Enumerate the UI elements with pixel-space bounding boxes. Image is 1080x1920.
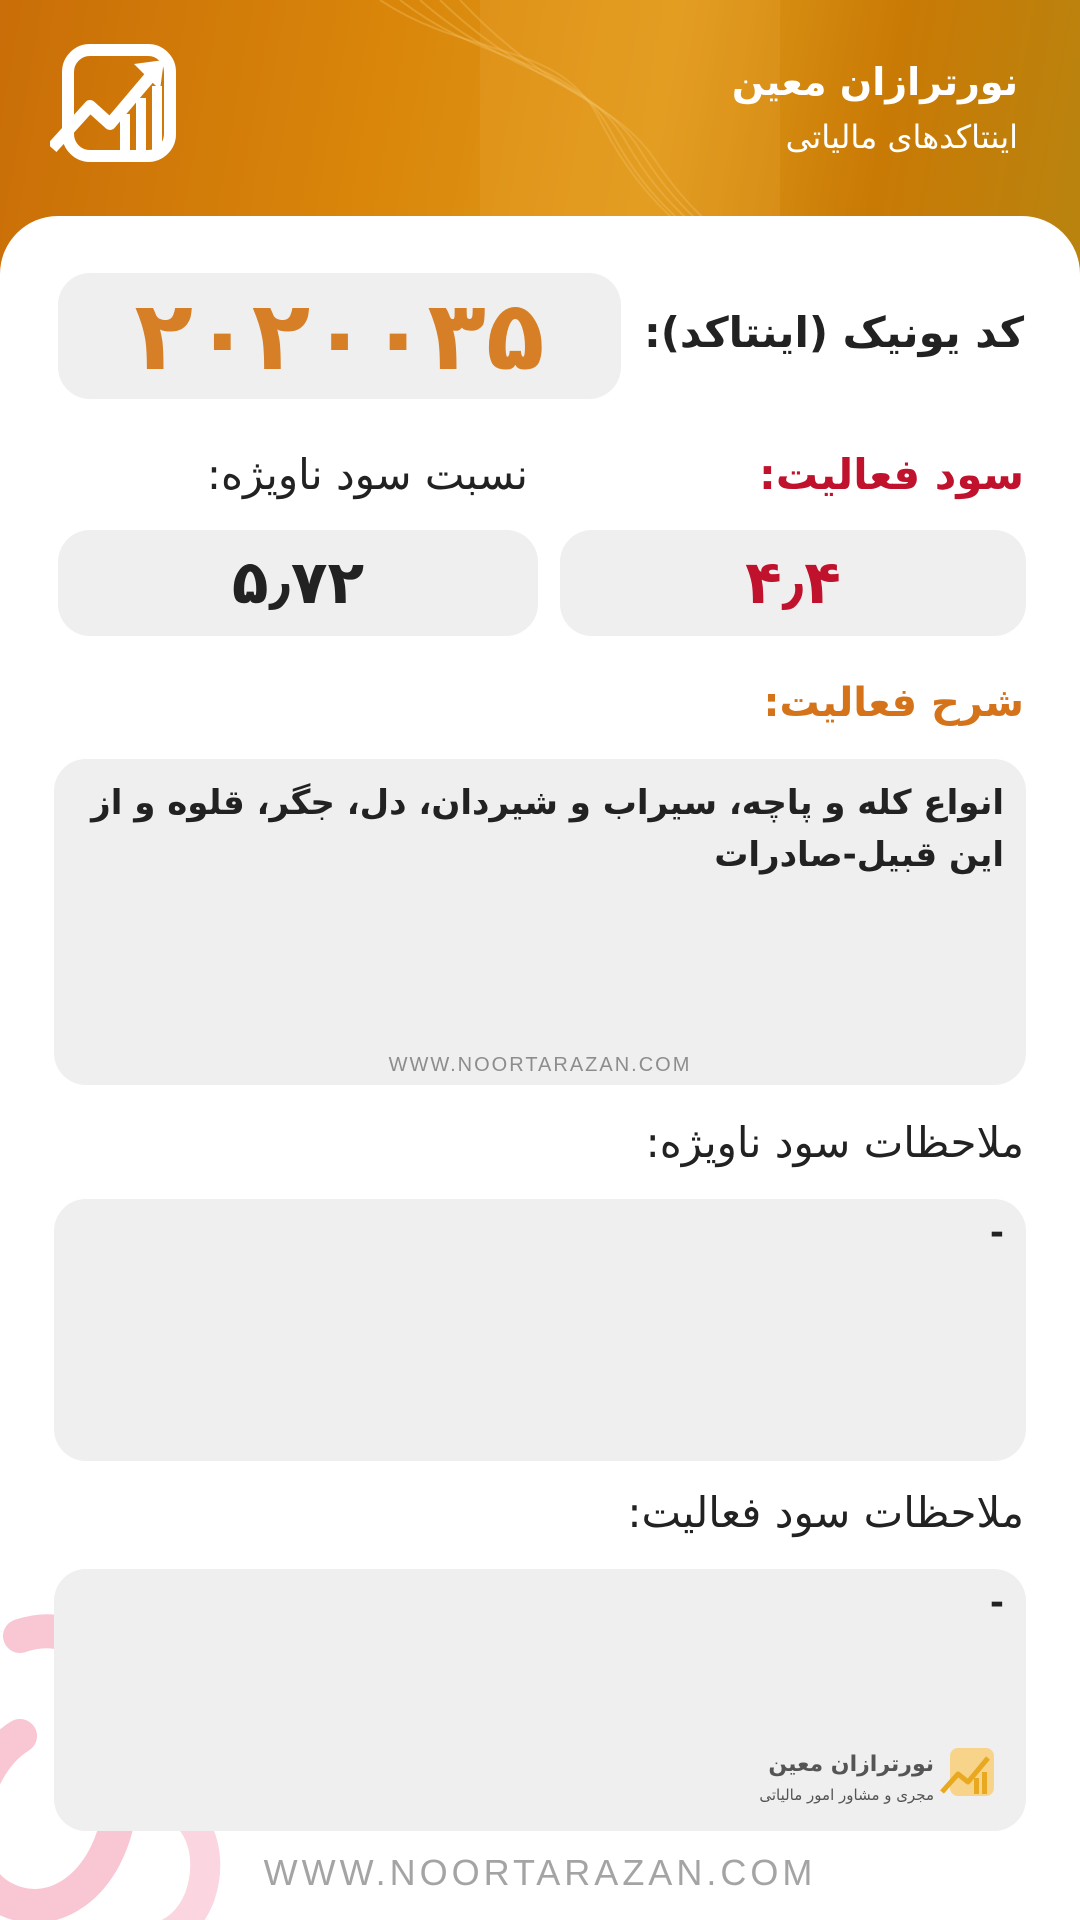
growth-chart-mini-icon	[940, 1744, 998, 1800]
net-profit-ratio-value: ۵٫۷۲	[231, 548, 365, 618]
description-box	[54, 759, 1026, 1085]
net-profit-notes-value: -	[989, 1213, 1004, 1253]
brand-title: نورترازان معین	[731, 60, 1018, 104]
brand-subtitle: اینتاکدهای مالیاتی	[785, 118, 1018, 156]
activity-profit-box	[560, 530, 1026, 636]
description-label: شرح فعالیت:	[763, 680, 1024, 726]
net-profit-ratio-box	[58, 530, 538, 636]
activity-profit-notes-label: ملاحظات سود فعالیت:	[627, 1488, 1024, 1537]
description-text: انواع کله و پاچه، سیراب و شیردان، دل، جگر، قلوه و از این قبیل-صادرات	[91, 783, 1004, 875]
activity-profit-notes-value: -	[989, 1583, 1004, 1623]
growth-chart-logo-icon	[50, 42, 178, 166]
net-profit-notes-box	[54, 1199, 1026, 1461]
activity-profit-value: ۴٫۴	[745, 548, 841, 618]
footer-website-url[interactable]: WWW.NOORTARAZAN.COM	[263, 1852, 817, 1893]
net-profit-ratio-label: نسبت سود ناویژه:	[206, 450, 528, 499]
code-box	[58, 273, 621, 399]
code-label: کد یونیک (اینتاکد):	[643, 308, 1024, 357]
mini-brand-subtitle: مجری و مشاور امور مالیاتی	[759, 1786, 934, 1804]
activity-profit-label: سود فعالیت:	[759, 450, 1024, 499]
mini-brand-title: نورترازان معین	[768, 1752, 934, 1777]
net-profit-notes-label: ملاحظات سود ناویژه:	[645, 1118, 1024, 1167]
code-value: ۲۰۲۰۰۳۵	[134, 280, 545, 392]
description-watermark: WWW.NOORTARAZAN.COM	[388, 1054, 692, 1076]
content-card	[0, 216, 1080, 1920]
mini-brand-logo	[740, 1744, 998, 1824]
